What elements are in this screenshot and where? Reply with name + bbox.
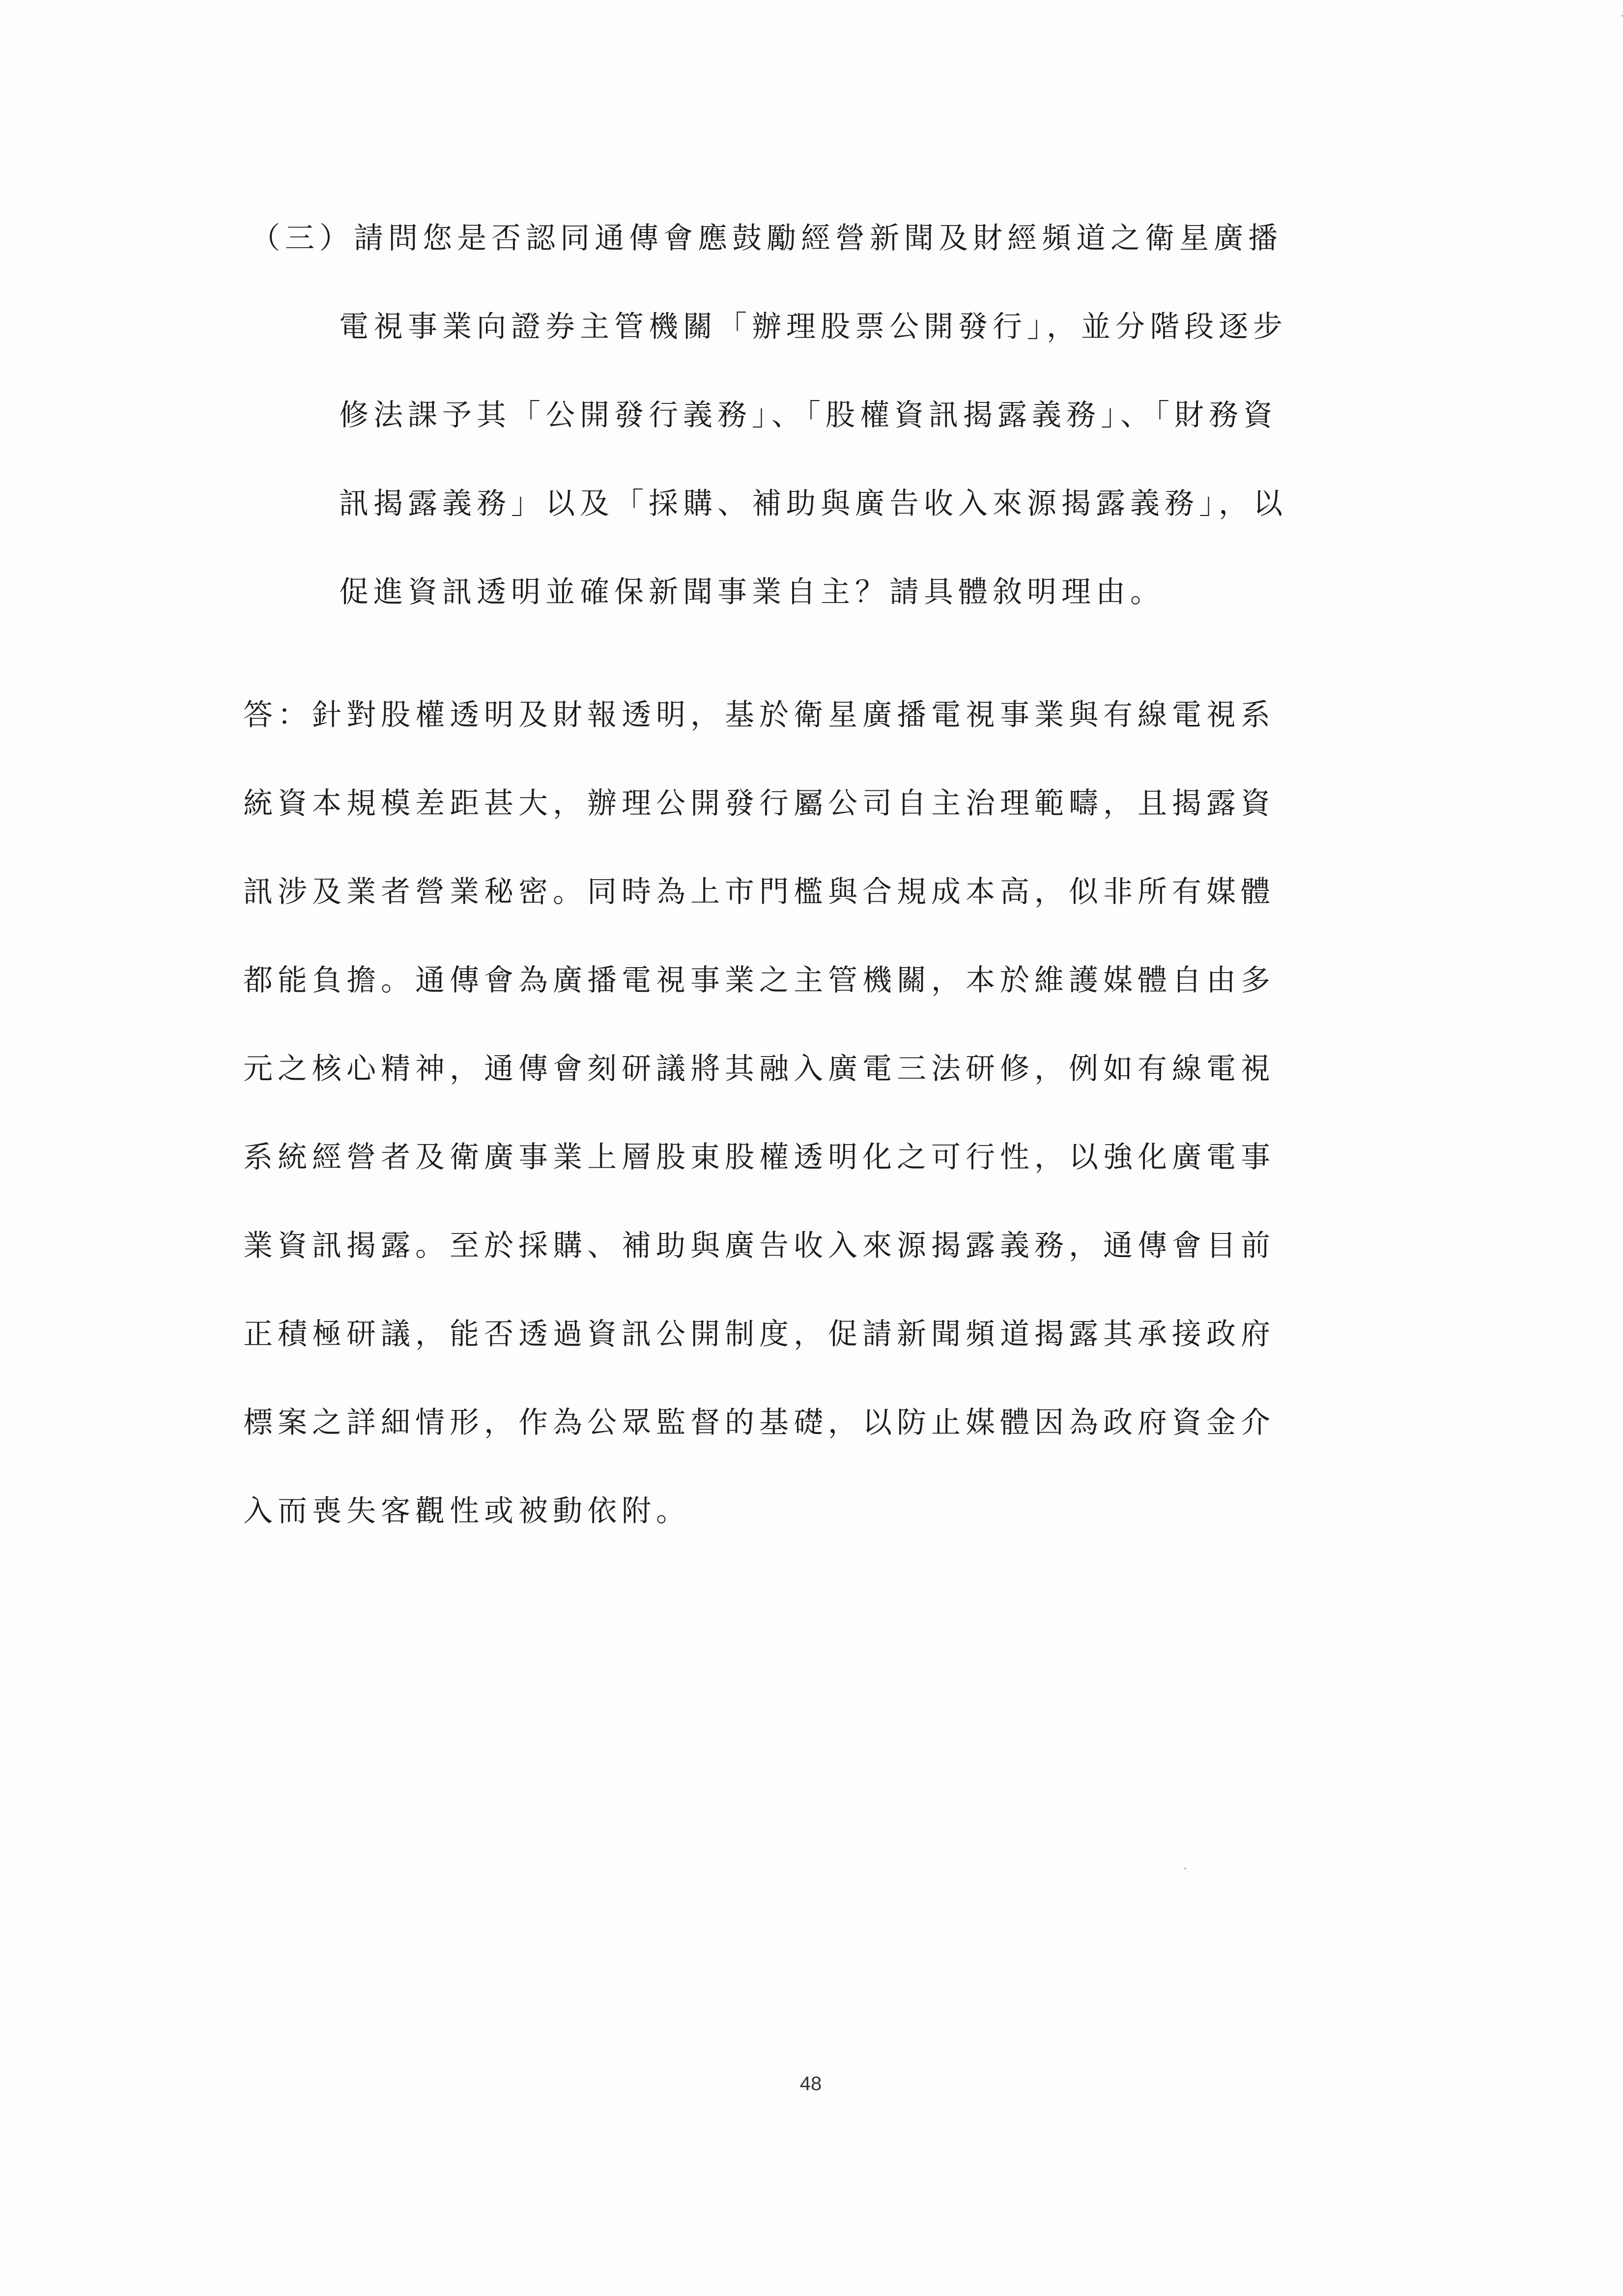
answer-line-1: 答：針對股權透明及財報透明，基於衛星廣播電視事業與有線電視系 bbox=[243, 698, 1275, 732]
answer-line-6: 系統經營者及衛廣事業上層股東股權透明化之可行性，以強化廣電事 bbox=[243, 1140, 1275, 1175]
question-line-5: 促進資訊透明並確保新聞事業自主？請具體敘明理由。 bbox=[339, 575, 1165, 609]
scan-speck bbox=[1184, 1867, 1186, 1869]
question-line-1: （三）請問您是否認同通傳會應鼓勵經營新聞及財經頻道之衛星廣播 bbox=[251, 221, 1282, 256]
question-line-3: 修法課予其「公開發行義務」、「股權資訊揭露義務」、「財務資 bbox=[339, 398, 1278, 432]
answer-line-10: 入而喪失客觀性或被動依附。 bbox=[243, 1494, 690, 1528]
answer-line-9: 標案之詳細情形，作為公眾監督的基礎，以防止媒體因為政府資金介 bbox=[243, 1406, 1275, 1440]
question-line-2: 電視事業向證券主管機關「辦理股票公開發行」，並分階段逐步 bbox=[339, 310, 1287, 344]
answer-line-8: 正積極研議，能否透過資訊公開制度，促請新聞頻道揭露其承接政府 bbox=[243, 1317, 1275, 1351]
answer-line-7: 業資訊揭露。至於採購、補助與廣告收入來源揭露義務，通傳會目前 bbox=[243, 1229, 1275, 1263]
answer-line-5: 元之核心精神，通傳會刻研議將其融入廣電三法研修，例如有線電視 bbox=[243, 1052, 1275, 1086]
answer-line-3: 訊涉及業者營業秘密。同時為上市門檻與合規成本高，似非所有媒體 bbox=[243, 875, 1275, 909]
question-line-4: 訊揭露義務」以及「採購、補助與廣告收入來源揭露義務」，以 bbox=[339, 487, 1287, 521]
answer-line-2: 統資本規模差距甚大，辦理公開發行屬公司自主治理範疇，且揭露資 bbox=[243, 786, 1275, 821]
answer-line-4: 都能負擔。通傳會為廣播電視事業之主管機關，本於維護媒體自由多 bbox=[243, 963, 1275, 998]
page-number: 48 bbox=[799, 2073, 822, 2095]
